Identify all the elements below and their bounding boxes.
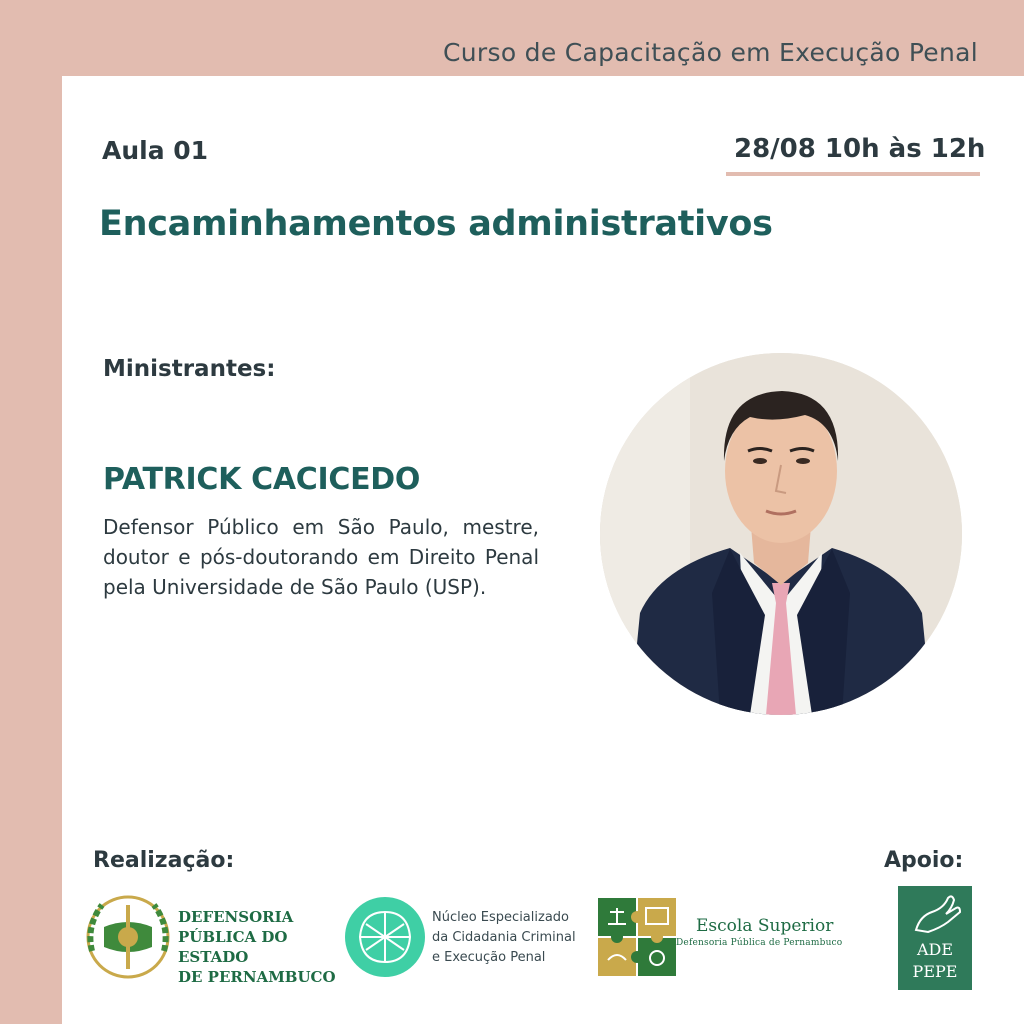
- date-underline: [726, 172, 980, 176]
- nucleo-logo: [344, 894, 594, 984]
- lesson-label: Aula 01: [102, 136, 209, 165]
- course-title: Curso de Capacitação em Execução Penal: [443, 38, 978, 67]
- speaker-photo: [600, 353, 962, 715]
- speaker-name: PATRICK CACICEDO: [103, 462, 421, 497]
- defensoria-logo: [82, 891, 362, 987]
- defensoria-line1: DEFENSORIA: [178, 908, 294, 926]
- speaker-bio: Defensor Público em São Paulo, mestre, doutor e pós-doutorando em Direito Penal pela Universidade de São Paulo (USP).: [103, 515, 539, 599]
- defensoria-line2: PÚBLICA DO ESTADO: [178, 928, 288, 966]
- speaker-portrait-illustration: [600, 353, 962, 715]
- defensoria-emblem-icon: [82, 891, 174, 983]
- nucleo-line1: Núcleo Especializado: [432, 910, 569, 925]
- escola-title: Escola Superior: [696, 916, 834, 936]
- realizacao-label: Realização:: [93, 848, 235, 873]
- nucleo-line2: da Cidadania Criminal: [432, 930, 576, 945]
- lesson-title: Encaminhamentos administrativos: [99, 204, 773, 244]
- defensoria-line3: DE PERNAMBUCO: [178, 968, 336, 986]
- nucleo-emblem-icon: [344, 896, 426, 978]
- escola-superior-logo: [598, 896, 890, 980]
- escola-subtitle: Defensoria Pública de Pernambuco: [676, 938, 843, 948]
- content-card: [62, 76, 1024, 1024]
- hand-icon: [898, 888, 972, 938]
- apoio-label: Apoio:: [884, 848, 964, 873]
- defensoria-name: [178, 907, 362, 987]
- speakers-label: Ministrantes:: [103, 356, 276, 382]
- adepe-line2: PEPE: [912, 962, 958, 981]
- nucleo-line3: e Execução Penal: [432, 950, 546, 965]
- nucleo-name: [432, 908, 576, 968]
- adepe-line1: ADE: [916, 940, 954, 959]
- lesson-date: 28/08 10h às 12h: [734, 134, 986, 164]
- adepe-logo: [898, 886, 972, 990]
- puzzle-icon: [598, 898, 676, 976]
